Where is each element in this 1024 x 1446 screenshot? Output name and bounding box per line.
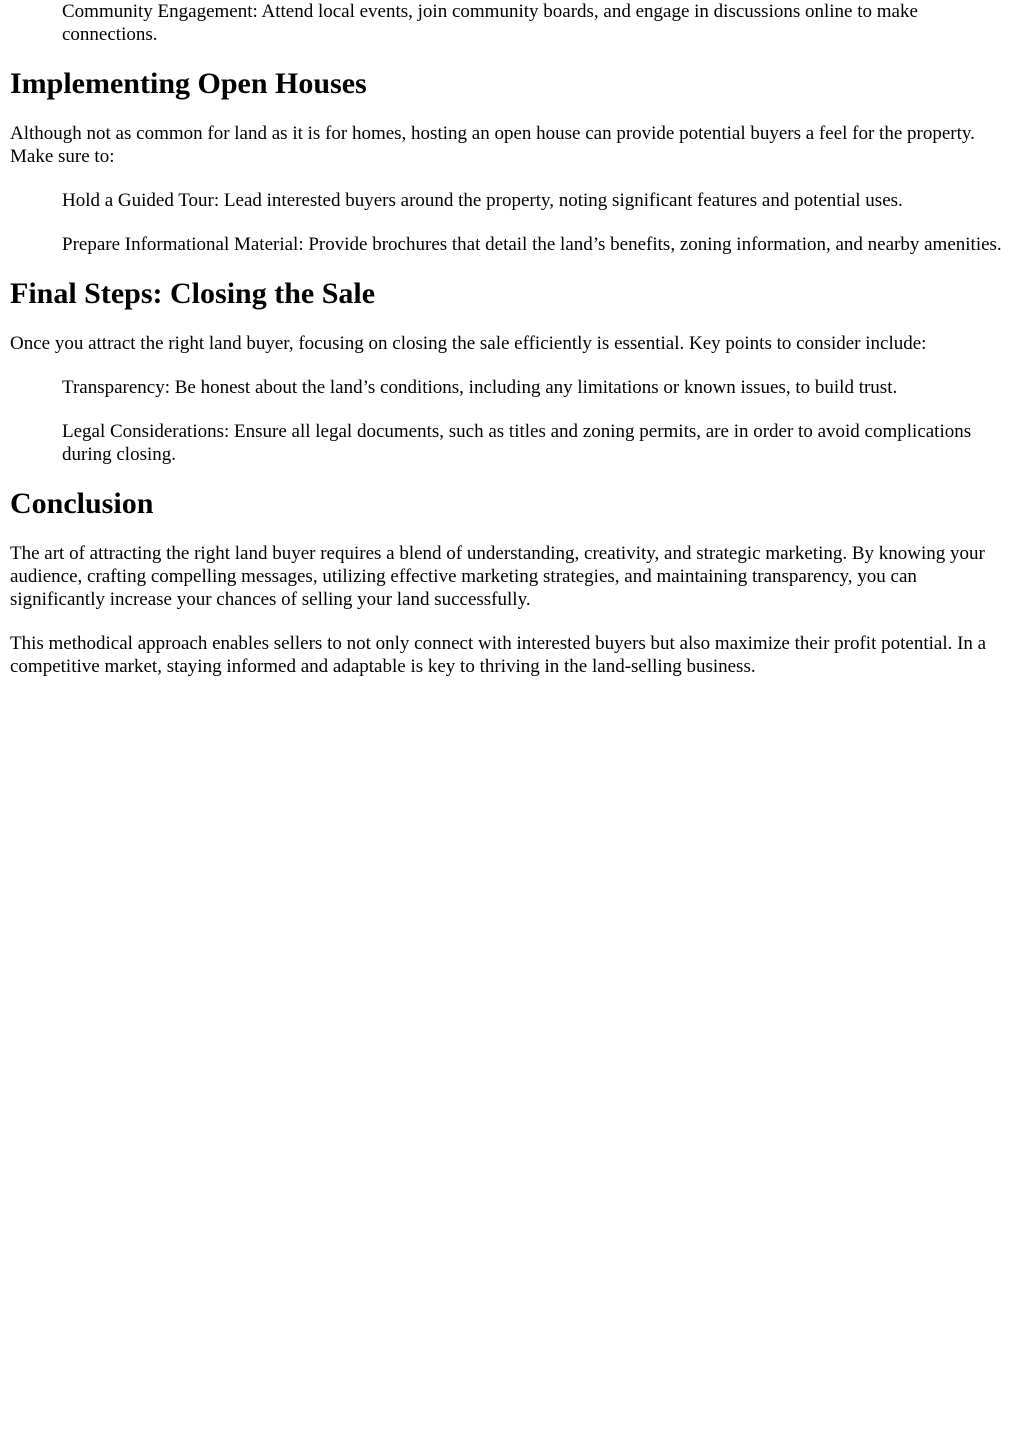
list-item-legal-considerations: Legal Considerations: Ensure all legal documents, such as titles and zoning permits, are in order to avoid complications during closing. xyxy=(62,421,972,465)
paragraph-conclusion-1: The art of attracting the right land buyer requires a blend of understanding, creativity, and strategic marketing. By knowing your audience, crafting compelling messages, utilizing effective marketing strategies, and maintaining transparency, you can significantly increase your chances of selling your land successfully. xyxy=(10,543,985,610)
paragraph-open-houses-intro: Although not as common for land as it is for homes, hosting an open house can provide potential buyers a feel for the property. Make sure to: xyxy=(10,123,975,167)
list-item-community-engagement: Community Engagement: Attend local events, join community boards, and engage in discussions online to make connections. xyxy=(62,1,918,45)
heading-final-steps: Final Steps: Closing the Sale xyxy=(10,277,376,310)
list-item-transparency: Transparency: Be honest about the land’s conditions, including any limitations or known issues, to build trust. xyxy=(62,377,898,398)
list-item-guided-tour: Hold a Guided Tour: Lead interested buyers around the property, noting significant features and potential uses. xyxy=(62,190,903,211)
heading-implementing-open-houses: Implementing Open Houses xyxy=(10,67,367,100)
article-page xyxy=(0,0,1024,678)
paragraph-conclusion-2: This methodical approach enables sellers to not only connect with interested buyers but also maximize their profit potential. In a competitive market, staying informed and adaptable is key to thriving in the land-selling business. xyxy=(10,633,987,677)
heading-conclusion: Conclusion xyxy=(10,487,154,520)
paragraph-final-steps-intro: Once you attract the right land buyer, focusing on closing the sale efficiently is essential. Key points to consider include: xyxy=(10,333,927,354)
list-item-informational-material: Prepare Informational Material: Provide brochures that detail the land’s benefits, zoning information, and nearby amenities. xyxy=(62,234,1002,255)
